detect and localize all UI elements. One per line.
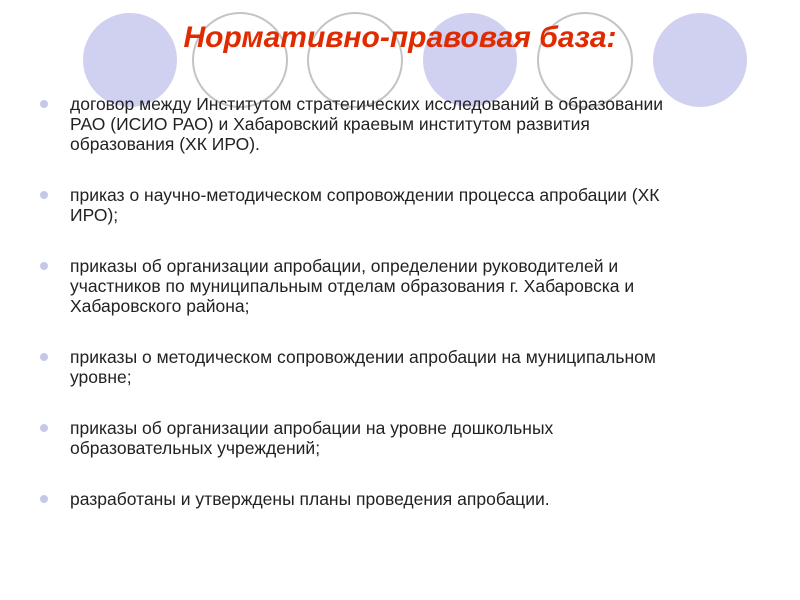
- bullet-item: [40, 94, 690, 154]
- bullet-text: приказы о методическом сопровождении апробации на муниципальном уровне;: [70, 347, 656, 387]
- bullet-dot-icon: [40, 100, 48, 108]
- bullet-text: приказы об организации апробации, определении руководителей и участников по муниципальным отделам образования г. Хабаровска и Хабаровского района;: [70, 256, 635, 316]
- bullet-dot-icon: [40, 495, 48, 503]
- bullet-text: приказ о научно-методическом сопровождении процесса апробации (ХК ИРО);: [70, 185, 660, 225]
- bullet-item: [40, 185, 690, 225]
- bullet-dot-icon: [40, 353, 48, 361]
- slide-title: Нормативно-правовая база:: [183, 21, 617, 54]
- bullet-list: [40, 94, 690, 509]
- bullet-item: [40, 347, 690, 387]
- bullet-text: договор между Институтом стратегических исследований в образовании РАО (ИСИО РАО) и Хабаровский краевым институтом развития образования (ХК ИРО).: [70, 94, 664, 154]
- bullet-item: [40, 489, 690, 509]
- bullet-text: разработаны и утверждены планы проведения апробации.: [70, 489, 550, 509]
- bullet-item: [40, 418, 690, 458]
- bullet-dot-icon: [40, 424, 48, 432]
- bullet-text: приказы об организации апробации на уровне дошкольных образовательных учреждений;: [70, 418, 554, 458]
- bullet-dot-icon: [40, 262, 48, 270]
- bullet-item: [40, 256, 690, 316]
- bullet-dot-icon: [40, 191, 48, 199]
